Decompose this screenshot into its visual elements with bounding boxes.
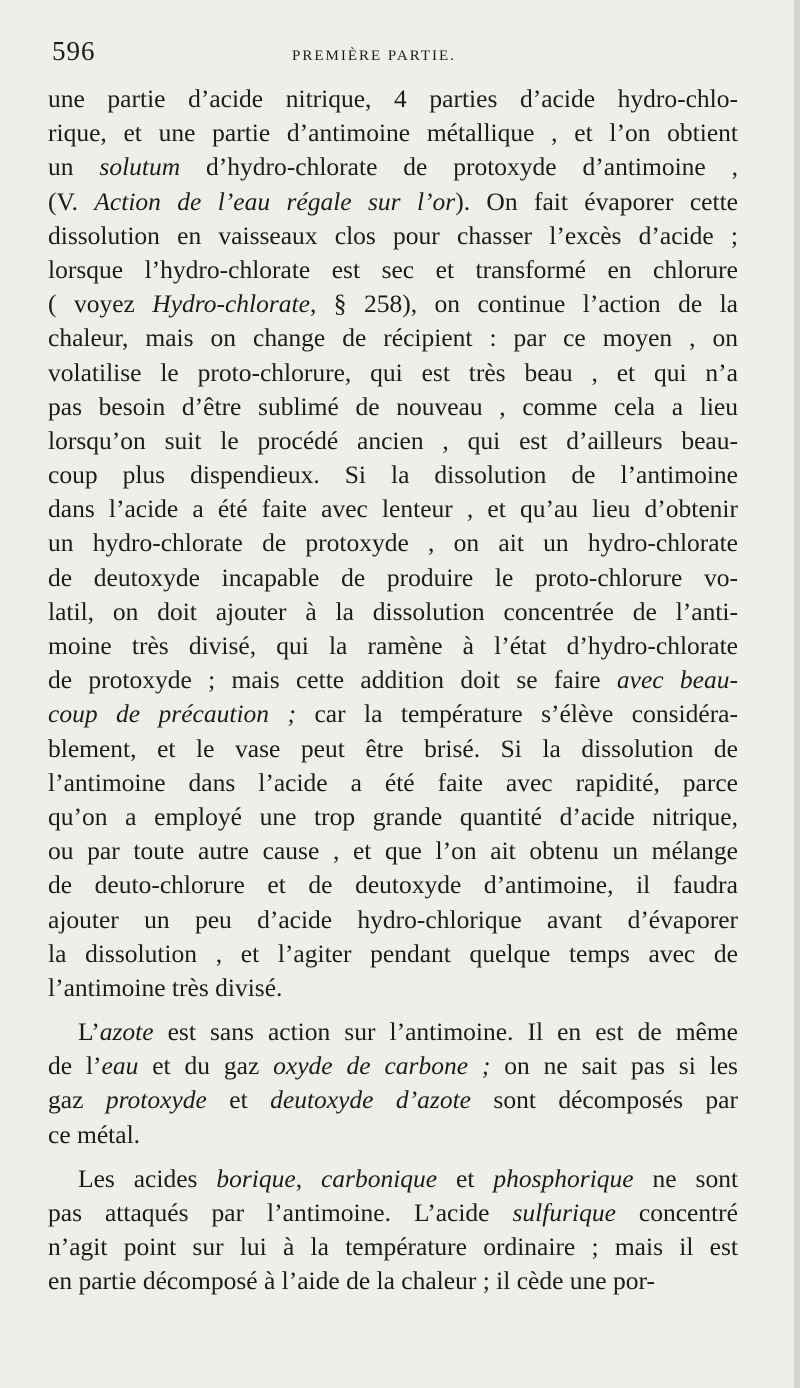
text-line <box>48 868 738 902</box>
text-span: de l’ <box>48 1051 102 1081</box>
text-span: et du gaz <box>138 1051 274 1081</box>
italic-span: deutoxyde d’azote <box>270 1085 471 1115</box>
text-line <box>48 1196 738 1230</box>
text-line <box>48 356 738 390</box>
text-span: ( voyez <box>48 289 153 319</box>
text-span: , <box>295 1163 321 1193</box>
text-span: concentré <box>615 1198 738 1227</box>
text-span: on ne sait pas si les <box>490 1051 738 1081</box>
text-span: ce métal. <box>48 1119 141 1149</box>
text-span: ou par toute autre cause , et que l’on ait obtenu un mélange <box>48 836 738 866</box>
text-span: lorsqu’on suit le procédé ancien , qui est d’ailleurs beau- <box>48 425 738 455</box>
italic-span: borique <box>216 1163 296 1193</box>
text-span: ). On fait évaporer cette <box>455 186 738 216</box>
running-head: PREMIÈRE PARTIE. <box>292 48 456 64</box>
text-span: de deutoxyde incapable de produire le proto-chlorure vo- <box>48 562 738 592</box>
text-line <box>48 253 738 287</box>
body-text <box>48 82 738 1299</box>
text-line <box>48 287 738 321</box>
text-span: coup plus dispendieux. Si la dissolution de l’antimoine <box>48 460 738 490</box>
text-line <box>48 219 738 253</box>
text-span: un <box>48 152 100 182</box>
text-line <box>48 1118 738 1152</box>
text-line <box>48 1162 738 1196</box>
text-line <box>48 458 738 492</box>
italic-span: oxyde de carbone ; <box>273 1051 491 1081</box>
text-span: rique, et une partie d’antimoine métallique , et l’on obtient <box>48 118 738 148</box>
text-line <box>48 1049 738 1083</box>
paragraph-gap <box>48 1005 738 1015</box>
text-line <box>48 834 738 868</box>
italic-span: sulfurique <box>512 1198 616 1227</box>
paragraph <box>48 1162 738 1299</box>
text-span: et <box>437 1163 494 1193</box>
text-line <box>48 492 738 526</box>
text-span: l’antimoine très divisé. <box>48 972 283 1002</box>
text-line <box>48 971 738 1005</box>
text-line <box>48 390 738 424</box>
page-header <box>52 36 752 76</box>
page-number: 596 <box>52 36 96 66</box>
text-span: lorsque l’hydro-chlorate est sec et transformé en chlorure <box>48 254 738 284</box>
italic-span: eau <box>101 1051 139 1081</box>
text-line <box>48 766 738 800</box>
text-line <box>48 561 738 595</box>
text-span: volatilise le proto-chlorure, qui est très beau , et qui n’a <box>48 357 738 387</box>
text-span: , § 258), on continue l’action de la <box>309 289 738 319</box>
italic-span: protoxyde <box>105 1085 207 1115</box>
text-line <box>48 150 738 184</box>
text-span: latil, on doit ajouter à la dissolution concentrée de l’anti- <box>48 596 738 626</box>
text-line <box>48 526 738 560</box>
text-span: en partie décomposé à l’aide de la chaleur ; il cède une por- <box>48 1266 655 1296</box>
italic-span: solutum <box>99 152 181 182</box>
text-line <box>48 663 738 697</box>
text-line <box>48 424 738 458</box>
text-span: chaleur, mais on change de récipient : par ce moyen , on <box>48 323 738 353</box>
italic-span: coup de précaution ; <box>48 699 296 729</box>
text-span: pas attaqués par l’antimoine. L’acide <box>48 1198 513 1227</box>
text-span: une partie d’acide nitrique, 4 parties d’acide hydro-chlo- <box>48 84 738 113</box>
text-line <box>48 1264 738 1298</box>
text-span: l’antimoine dans l’acide a été faite avec rapidité, parce <box>48 767 738 797</box>
text-line <box>48 697 738 731</box>
text-span: (V. <box>48 186 95 216</box>
text-span: pas besoin d’être sublimé de nouveau , comme cela a lieu <box>48 391 738 421</box>
text-span: dissolution en vaisseaux clos pour chasser l’excès d’acide ; <box>48 220 738 250</box>
text-span: Les acides <box>78 1163 217 1193</box>
text-line <box>48 1230 738 1264</box>
text-span: L’ <box>78 1017 100 1047</box>
text-span: et <box>206 1085 271 1115</box>
text-line <box>48 185 738 219</box>
text-span: est sans action sur l’antimoine. Il en est de même <box>153 1017 738 1047</box>
text-line <box>48 629 738 663</box>
text-span: ne sont <box>633 1163 738 1193</box>
italic-span: phosphorique <box>493 1163 634 1193</box>
text-span: de deuto-chlorure et de deutoxyde d’antimoine, il faudra <box>48 870 738 900</box>
text-span: gaz <box>48 1085 106 1115</box>
text-span: blement, et le vase peut être brisé. Si la dissolution de <box>48 733 738 763</box>
italic-span: azote <box>99 1017 154 1047</box>
paragraph-gap <box>48 1152 738 1162</box>
text-span: sont décomposés par <box>470 1085 738 1115</box>
text-span: dans l’acide a été faite avec lenteur , et qu’au lieu d’obtenir <box>48 494 738 524</box>
text-span: la dissolution , et l’agiter pendant quelque temps avec de <box>48 938 738 968</box>
text-line <box>48 937 738 971</box>
text-line <box>48 595 738 629</box>
text-span: car la température s’élève considéra- <box>296 699 738 729</box>
paragraph <box>48 1015 738 1152</box>
paragraph <box>48 82 738 1005</box>
text-line <box>48 903 738 937</box>
text-line <box>48 1015 738 1049</box>
text-line <box>48 732 738 766</box>
text-span: d’hydro-chlorate de protoxyde d’antimoine , <box>180 152 738 182</box>
text-span: de protoxyde ; mais cette addition doit se faire <box>48 665 617 695</box>
text-span: qu’on a employé une trop grande quantité d’acide nitrique, <box>48 801 738 831</box>
text-span: ajouter un peu d’acide hydro-chlorique avant d’évaporer <box>48 904 738 934</box>
italic-span: Hydro-chlorate <box>152 289 310 319</box>
italic-span: carbonique <box>320 1163 438 1193</box>
text-line <box>48 1083 738 1117</box>
page-edge <box>794 0 800 1388</box>
text-line <box>48 82 738 116</box>
italic-span: avec beau- <box>616 665 738 695</box>
text-span: n’agit point sur lui à la température ordinaire ; mais il est <box>48 1232 738 1262</box>
text-span: moine très divisé, qui la ramène à l’état d’hydro-chlorate <box>48 631 738 660</box>
text-line <box>48 321 738 355</box>
text-line <box>48 116 738 150</box>
text-line <box>48 800 738 834</box>
italic-span: Action de l’eau régale sur l’or <box>94 186 456 216</box>
text-span: un hydro-chlorate de protoxyde , on ait un hydro-chlorate <box>48 528 738 558</box>
